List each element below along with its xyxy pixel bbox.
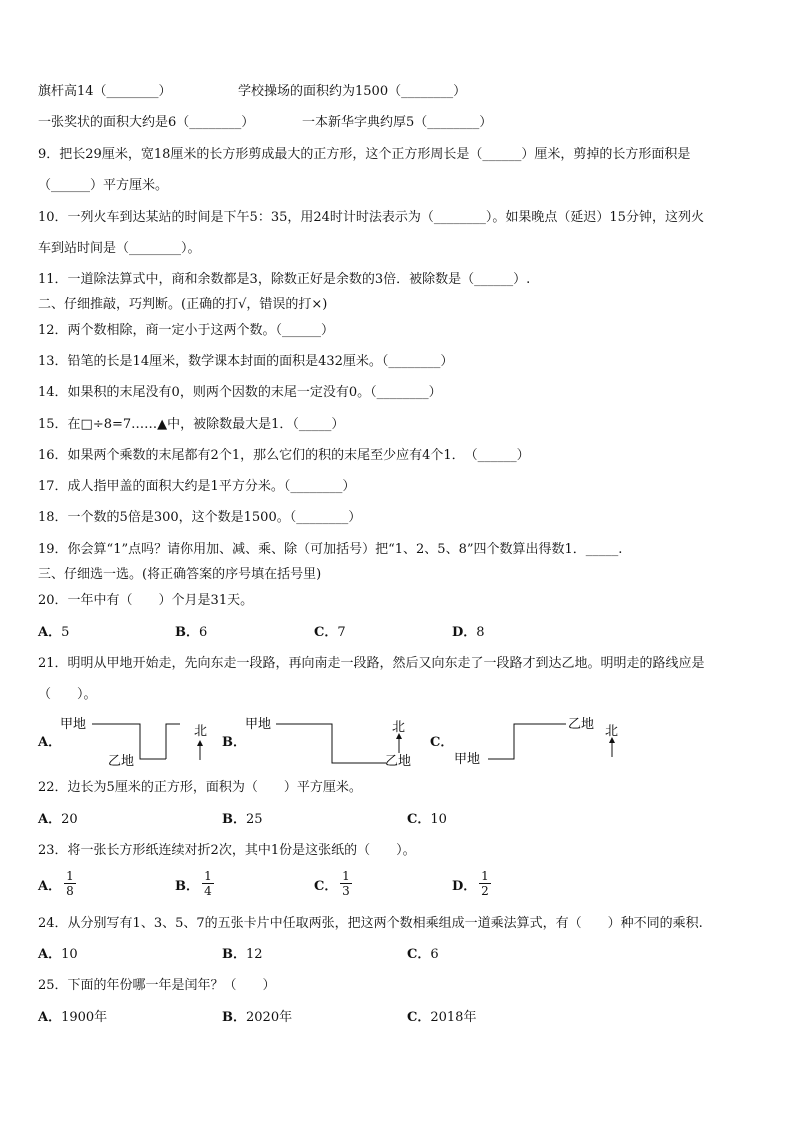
option-c[interactable]: C． (314, 879, 338, 894)
option-c[interactable]: C． (430, 735, 454, 750)
end-label: 乙地 (568, 717, 595, 732)
option-a[interactable]: A．10 (38, 947, 78, 962)
option-d[interactable]: D． (452, 879, 477, 894)
start-label: 甲地 (245, 717, 272, 732)
option-b[interactable]: B．12 (222, 947, 263, 962)
question-21-line2: （ ）。 (38, 687, 97, 702)
option-c[interactable]: C．10 (407, 812, 447, 827)
end-label: 乙地 (108, 754, 135, 769)
option-a[interactable]: A． (38, 735, 62, 750)
question-13: 13．铅笔的长是14厘米，数学课本封面的面积是432厘米。（________） (38, 354, 454, 369)
fill-playground-area: 学校操场的面积约为1500（________） (238, 84, 467, 99)
end-label: 乙地 (385, 754, 412, 769)
question-23: 23．将一张长方形纸连续对折2次，其中1份是这张纸的（ ）。 (38, 843, 416, 858)
north-label: 北 (605, 724, 619, 739)
question-20: 20．一年中有（ ）个月是31天。 (38, 593, 254, 608)
fraction-one-quarter: $\frac{1}{4}$ (202, 870, 214, 897)
start-label: 甲地 (454, 752, 481, 767)
question-17: 17．成人指甲盖的面积大约是1平方分米。（________） (38, 479, 356, 494)
question-9-line1: 9．把长29厘米，宽18厘米的长方形剪成最大的正方形，这个正方形周长是（______）厘米，剪掉的长方形面积是 (38, 147, 691, 162)
option-d[interactable]: D．8 (452, 625, 485, 640)
option-c[interactable]: C．2018年 (407, 1010, 477, 1025)
question-21-line1: 21．明明从甲地开始走，先向东走一段路，再向南走一段路，然后又向东走了一段路才到达乙地。明明走的路线应是 (38, 656, 705, 671)
question-12: 12．两个数相除，商一定小于这两个数。（______） (38, 323, 335, 338)
question-14: 14．如果积的末尾没有0，则两个因数的末尾一定没有0。（________） (38, 385, 442, 400)
question-9-line2: （______）平方厘米。 (38, 178, 169, 193)
route-diagrams (0, 705, 794, 775)
fraction-one-third: $\frac{1}{3}$ (340, 870, 352, 897)
route-diagram-a (60, 716, 207, 769)
fill-flagpole-height: 旗杆高14（________） (38, 84, 172, 99)
route-diagram-b (245, 716, 411, 769)
fraction-one-half: $\frac{1}{2}$ (479, 870, 491, 897)
option-b[interactable]: B． (222, 735, 246, 750)
option-a[interactable]: A． (38, 879, 62, 894)
question-10-line1: 10．一列火车到达某站的时间是下午5：35，用24时计时法表示为（________）。如果晚点（延迟）15分钟，这列火 (38, 210, 704, 225)
question-25: 25．下面的年份哪一年是闰年？（ ） (38, 978, 276, 993)
option-b[interactable]: B．2020年 (222, 1010, 293, 1025)
option-b[interactable]: B．25 (222, 812, 263, 827)
option-b[interactable]: B． (175, 879, 199, 894)
route-diagram-c (454, 716, 618, 767)
route-path (488, 724, 566, 759)
start-label: 甲地 (60, 717, 87, 732)
option-c[interactable]: C．6 (407, 947, 439, 962)
question-19: 19．你会算“1”点吗？请你用加、减、乘、除（可加括号）把“1、2、5、8”四个数算出得数1．_____. (38, 542, 623, 557)
section-2-heading: 二、仔细推敲，巧判断。(正确的打√，错误的打×) (38, 297, 328, 312)
fraction-one-eighth: $\frac{1}{8}$ (64, 870, 76, 897)
section-3-heading: 三、仔细选一选。(将正确答案的序号填在括号里) (38, 567, 322, 582)
question-18: 18．一个数的5倍是300，这个数是1500。（________） (38, 510, 362, 525)
question-11: 11．一道除法算式中，商和余数都是3，除数正好是余数的3倍．被除数是（______）. (38, 272, 531, 287)
option-a[interactable]: A．5 (38, 625, 70, 640)
question-10-line2: 车到站时间是（________）。 (38, 241, 201, 256)
north-label: 北 (392, 720, 406, 735)
option-c[interactable]: C．7 (314, 625, 346, 640)
fill-certificate-area: 一张奖状的面积大约是6（________） (38, 115, 255, 130)
question-15: 15．在□÷8=7……▲中，被除数最大是1．（_____） (38, 417, 345, 432)
route-path (276, 724, 386, 763)
route-path-end (166, 724, 180, 759)
question-16: 16．如果两个乘数的末尾都有2个1，那么它们的积的末尾至少应有4个1． （______） (38, 448, 530, 463)
north-label: 北 (194, 724, 208, 739)
option-a[interactable]: A．1900年 (38, 1010, 108, 1025)
fill-dictionary-thickness: 一本新华字典约厚5（________） (302, 115, 493, 130)
question-24: 24．从分别写有1、3、5、7的五张卡片中任取两张，把这两个数相乘组成一道乘法算式，有（ ）种不同的乘积. (38, 916, 703, 931)
option-a[interactable]: A．20 (38, 812, 78, 827)
option-b[interactable]: B．6 (175, 625, 208, 640)
question-22: 22．边长为5厘米的正方形，面积为（ ）平方厘米。 (38, 780, 362, 795)
